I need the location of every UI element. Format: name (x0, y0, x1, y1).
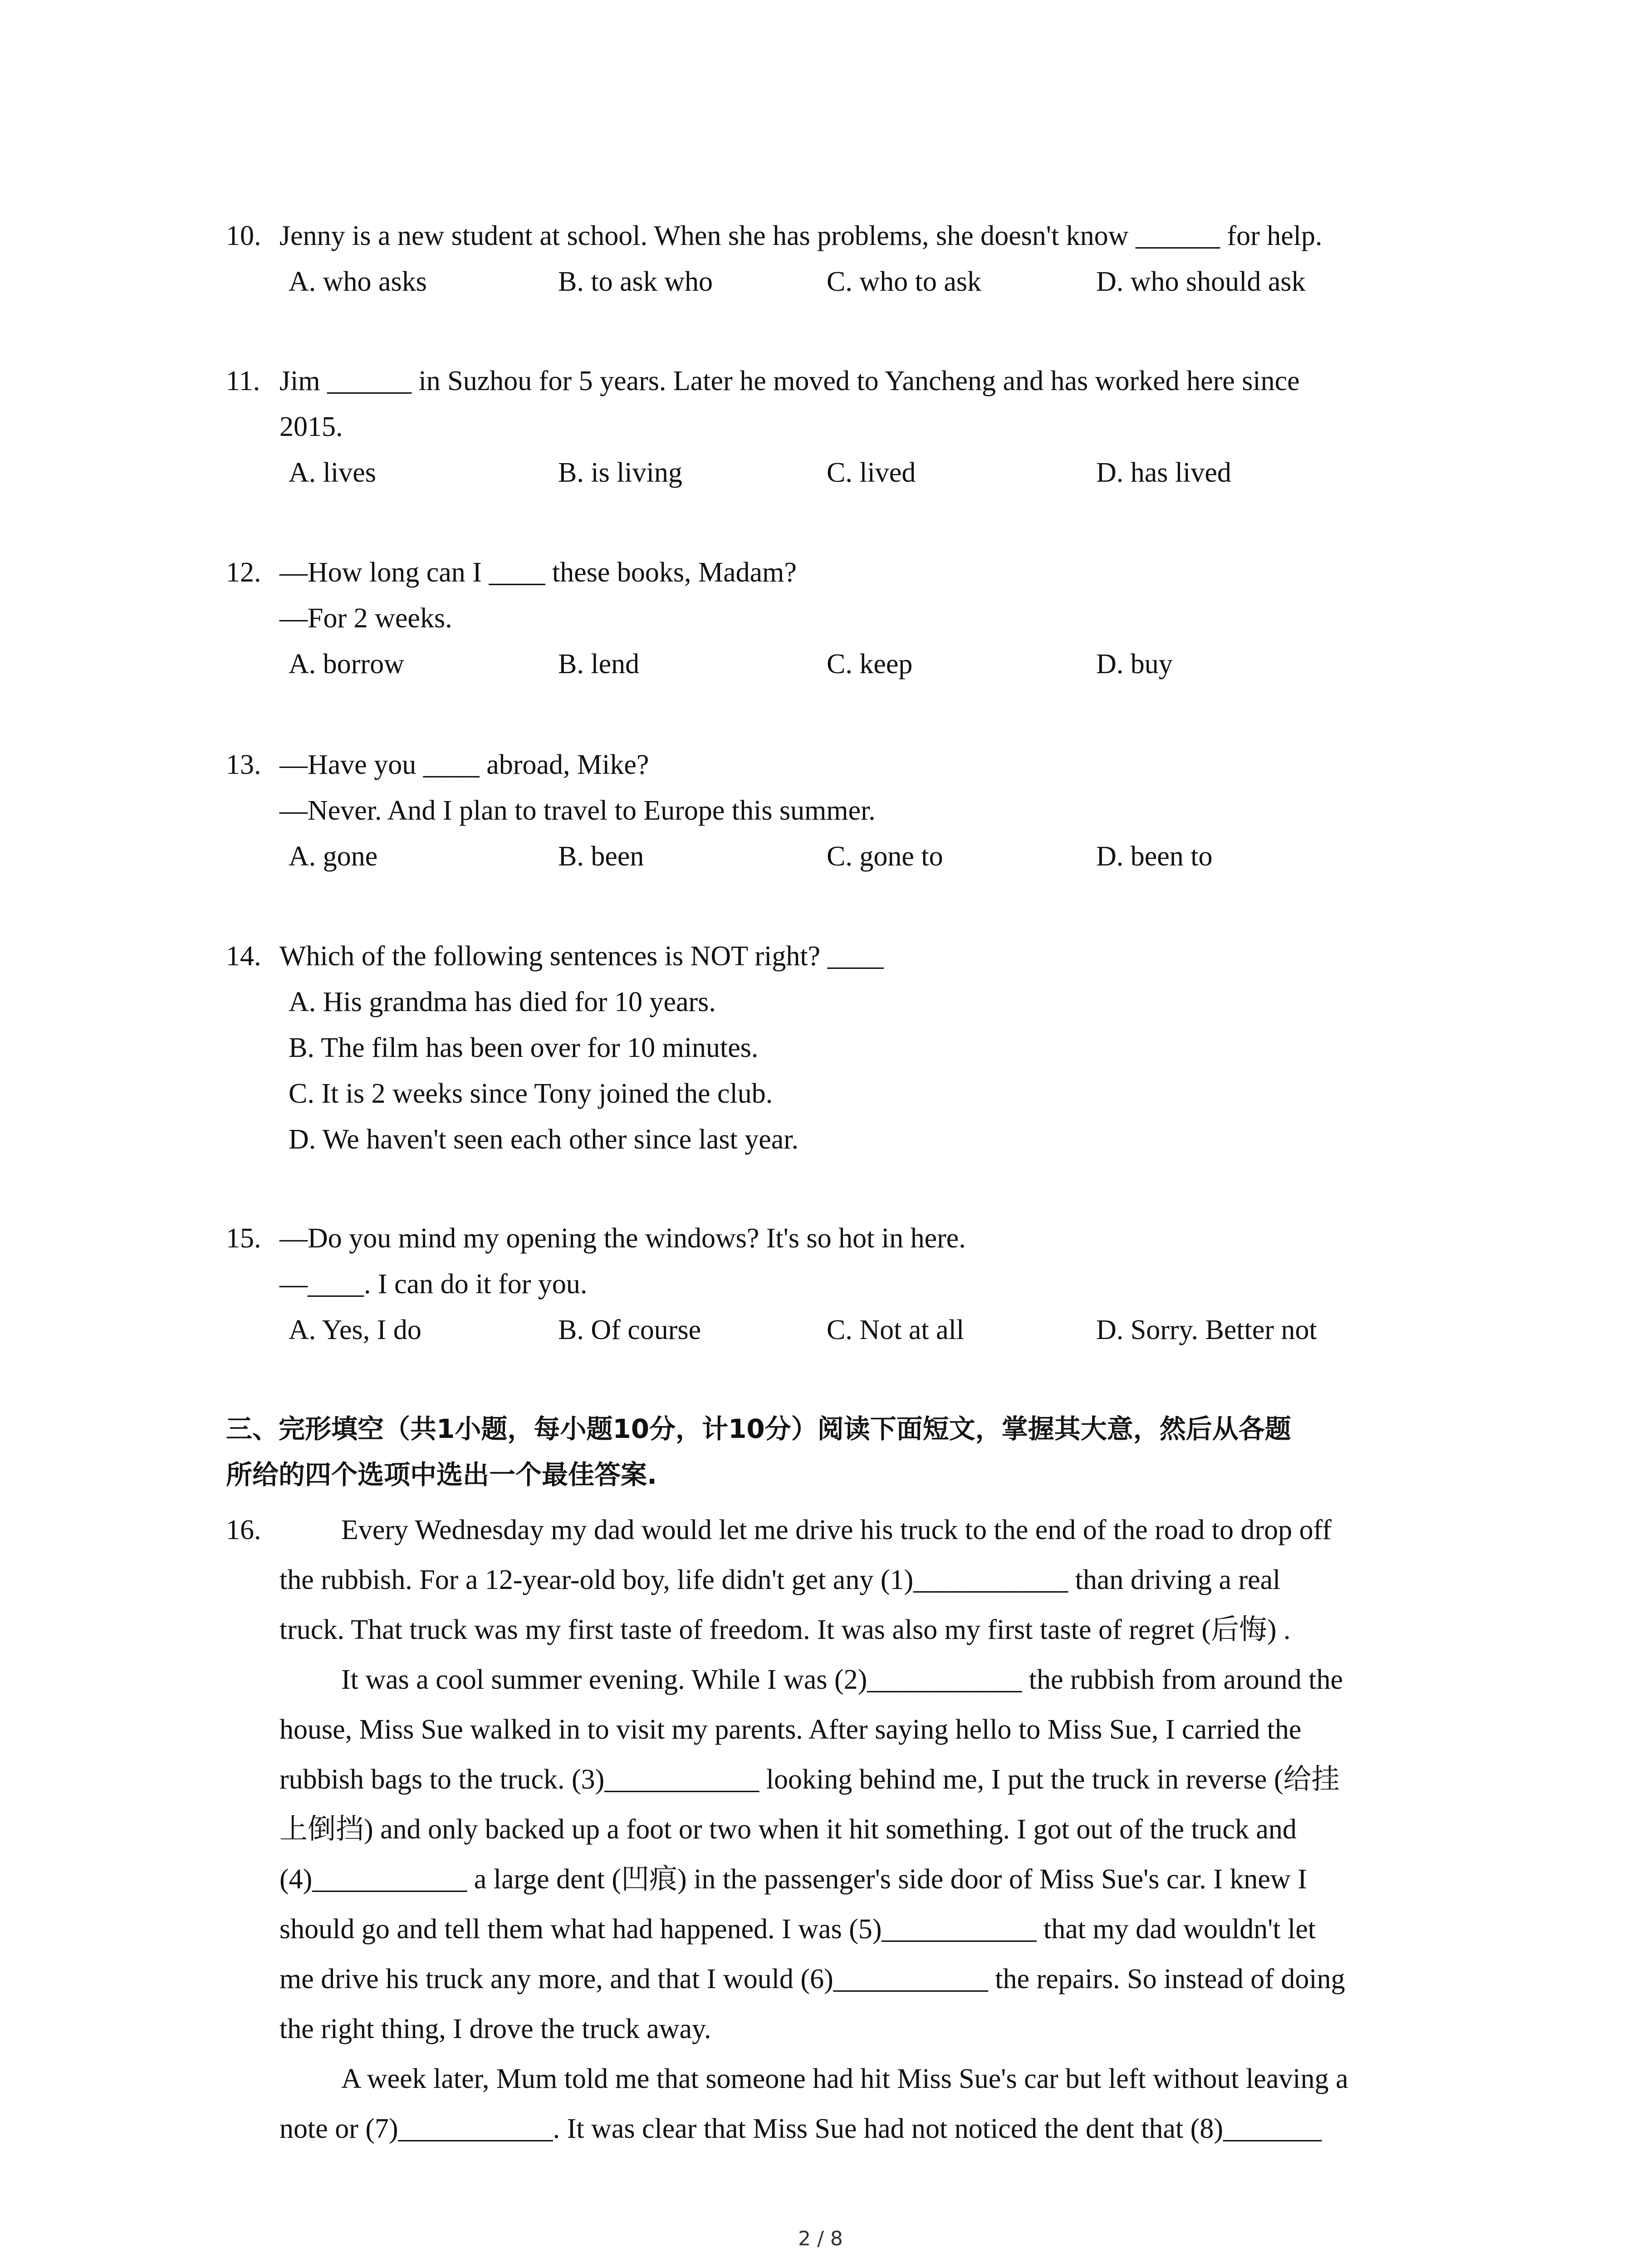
question-text: —Do you mind my opening the windows? It's so hot in here. (279, 1223, 966, 1254)
option-b[interactable]: B. is living (558, 457, 682, 488)
passage-line: note or (7)___________. It was clear that Miss Sue had not noticed the dent that (8)_______ (279, 2113, 1322, 2144)
option-d[interactable]: D. has lived (1096, 457, 1231, 488)
option-d[interactable]: D. We haven't seen each other since last year. (289, 1124, 799, 1155)
passage-line: It was a cool summer evening. While I was (2)___________ the rubbish from around the (341, 1664, 1343, 1695)
passage-line: A week later, Mum told me that someone had hit Miss Sue's car but left without leaving a (341, 2063, 1348, 2094)
question-text-continued: —____. I can do it for you. (279, 1269, 588, 1300)
question-text: —How long can I ____ these books, Madam? (279, 557, 797, 588)
option-d[interactable]: D. buy (1096, 649, 1173, 679)
option-b[interactable]: B. The film has been over for 10 minutes. (289, 1032, 759, 1063)
question-text: Jim ______ in Suzhou for 5 years. Later he moved to Yancheng and has worked here since (279, 366, 1300, 396)
option-d[interactable]: D. who should ask (1096, 266, 1306, 297)
option-a[interactable]: A. lives (289, 457, 376, 488)
option-c[interactable]: C. gone to (827, 841, 943, 872)
question-number: 16. (226, 1515, 261, 1545)
passage-line: should go and tell them what had happened. I was (5)___________ that my dad wouldn't let (279, 1914, 1316, 1945)
question-text-continued: —Never. And I plan to travel to Europe this summer. (279, 795, 876, 826)
question-text: Jenny is a new student at school. When she has problems, she doesn't know ______ for help. (279, 220, 1323, 251)
passage-line: me drive his truck any more, and that I would (6)___________ the repairs. So instead of doing (279, 1964, 1345, 1994)
question-text-continued: 2015. (279, 411, 343, 442)
section-heading-line-2: 所给的四个选项中选出一个最佳答案. (226, 1459, 657, 1490)
question-number: 14. (226, 941, 261, 972)
option-c[interactable]: C. lived (827, 457, 916, 488)
option-a[interactable]: A. borrow (289, 649, 404, 679)
passage-line: rubbish bags to the truck. (3)___________ looking behind me, I put the truck in reverse (给挂 (279, 1764, 1340, 1795)
question-text-continued: —For 2 weeks. (279, 603, 452, 634)
passage-line: Every Wednesday my dad would let me drive his truck to the end of the road to drop off (341, 1515, 1332, 1545)
option-b[interactable]: B. been (558, 841, 644, 872)
question-12 (226, 550, 1496, 687)
passage-line: truck. That truck was my first taste of freedom. It was also my first taste of regret (后悔) . (279, 1614, 1291, 1645)
question-14 (226, 934, 1496, 1163)
option-c[interactable]: C. keep (827, 649, 913, 679)
question-number: 12. (226, 557, 261, 588)
passage-line: the rubbish. For a 12-year-old boy, life didn't get any (1)___________ than driving a real (279, 1564, 1281, 1595)
question-11 (226, 358, 1496, 496)
passage-line: the right thing, I drove the truck away. (279, 2014, 711, 2044)
option-a[interactable]: A. Yes, I do (289, 1315, 421, 1345)
option-c[interactable]: C. who to ask (827, 266, 981, 297)
option-c[interactable]: C. It is 2 weeks since Tony joined the club. (289, 1078, 773, 1109)
question-10 (226, 213, 1496, 305)
question-text: —Have you ____ abroad, Mike? (279, 749, 649, 780)
passage-line: house, Miss Sue walked in to visit my parents. After saying hello to Miss Sue, I carried the (279, 1714, 1302, 1745)
question-number: 15. (226, 1223, 261, 1254)
passage-line: (4)___________ a large dent (凹痕) in the passenger's side door of Miss Sue's car. I knew I (279, 1864, 1307, 1895)
option-b[interactable]: B. to ask who (558, 266, 713, 297)
passage-line: 上倒挡) and only backed up a foot or two when it hit something. I got out of the truck and (279, 1814, 1297, 1845)
option-a[interactable]: A. gone (289, 841, 378, 872)
option-c[interactable]: C. Not at all (827, 1315, 965, 1345)
option-d[interactable]: D. been to (1096, 841, 1213, 872)
question-15 (226, 1216, 1496, 1353)
section-heading-line-1: 三、完形填空（共1小题，每小题10分，计10分）阅读下面短文，掌握其大意，然后从各题 (226, 1413, 1291, 1444)
page-number: 2 / 8 (798, 2227, 843, 2250)
option-a[interactable]: A. who asks (289, 266, 427, 297)
option-d[interactable]: D. Sorry. Better not (1096, 1315, 1317, 1345)
question-number: 10. (226, 220, 261, 251)
question-number: 13. (226, 749, 261, 780)
option-b[interactable]: B. Of course (558, 1315, 701, 1345)
question-number: 11. (226, 366, 260, 396)
question-text: Which of the following sentences is NOT right? ____ (279, 941, 884, 972)
option-b[interactable]: B. lend (558, 649, 640, 679)
option-a[interactable]: A. His grandma has died for 10 years. (289, 987, 716, 1017)
question-13 (226, 742, 1496, 880)
section-heading (226, 1406, 1478, 1498)
cloze-passage (226, 1505, 1487, 2154)
